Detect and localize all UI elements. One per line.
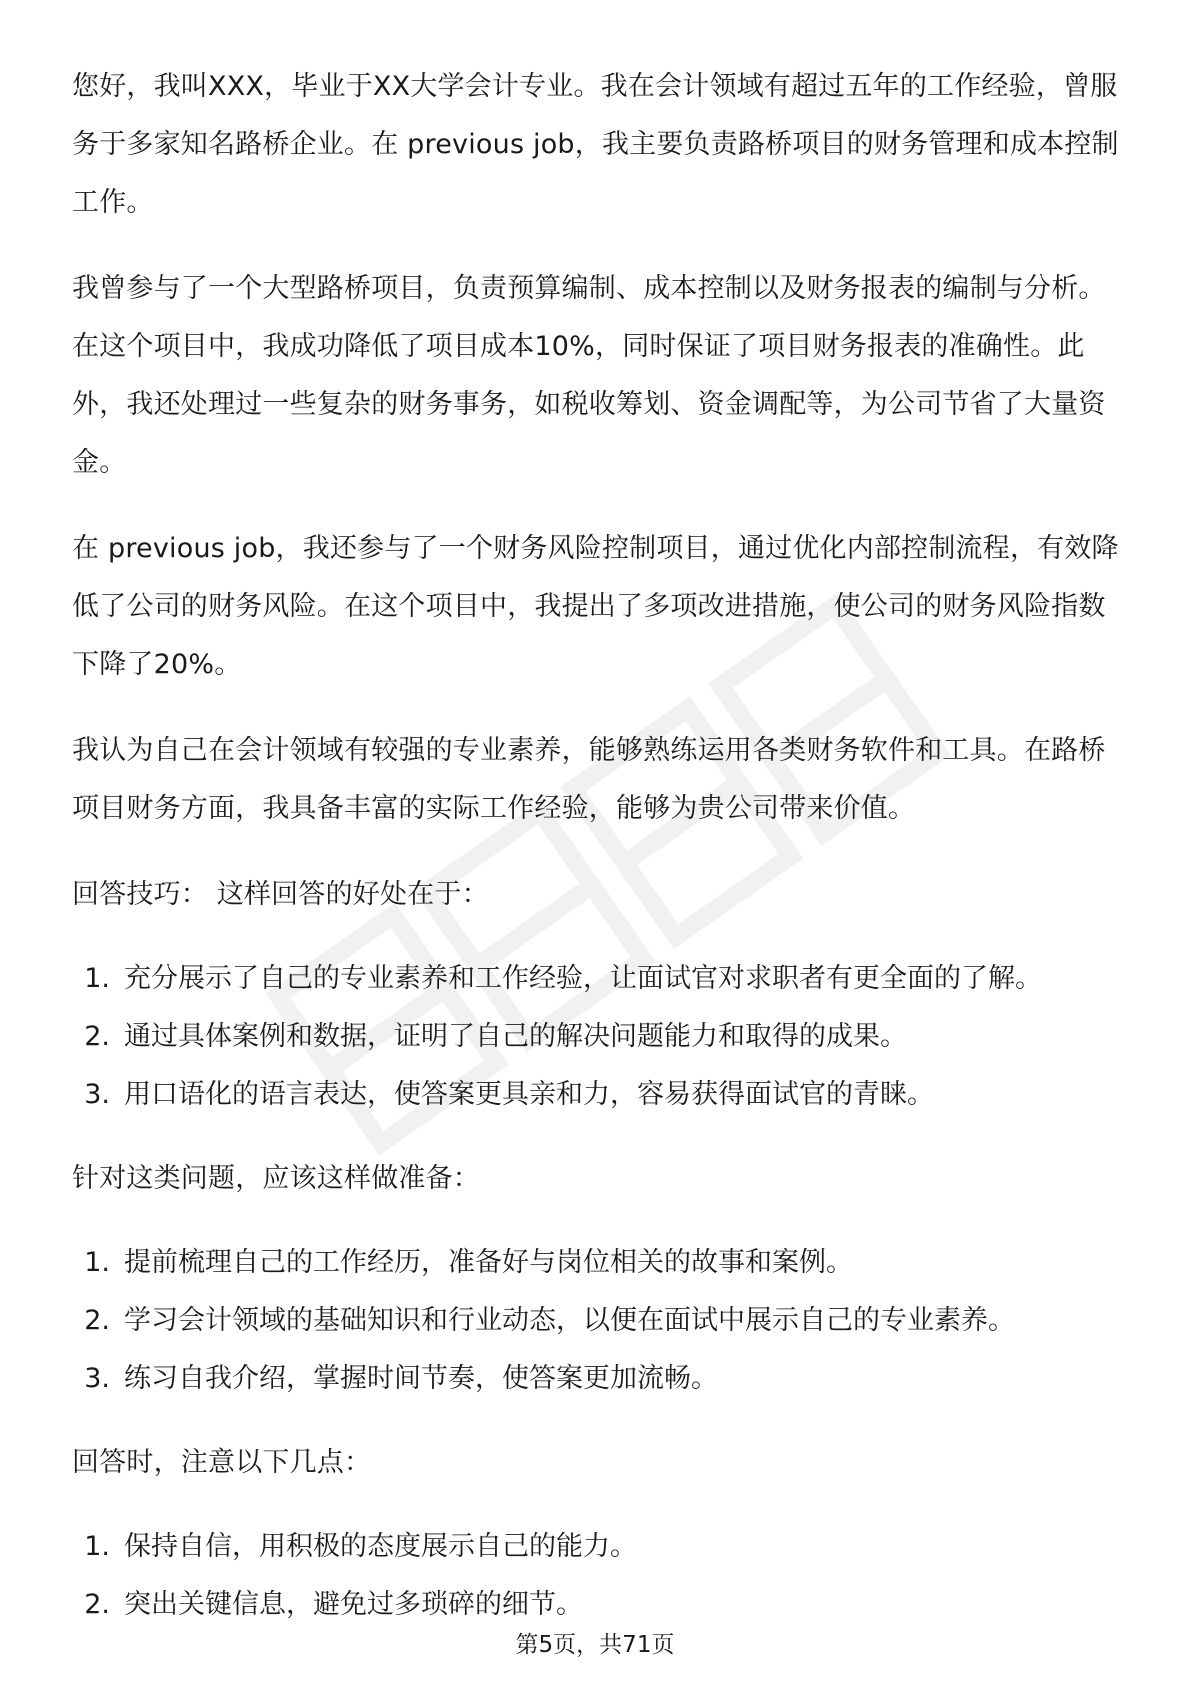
- list-item-text: 提前梳理自己的工作经历，准备好与岗位相关的故事和案例。: [124, 1247, 853, 1278]
- list-item-text: 通过具体案例和数据，证明了自己的解决问题能力和取得的成果。: [124, 1021, 907, 1052]
- tips-list: [72, 950, 1122, 1124]
- list-item: [72, 1234, 1122, 1292]
- list-number: 3.: [84, 1363, 110, 1394]
- notes-heading: 回答时，注意以下几点：: [72, 1447, 372, 1478]
- list-item-text: 保持自信，用积极的态度展示自己的能力。: [124, 1531, 637, 1562]
- list-number: 2.: [84, 1305, 110, 1336]
- notes-list: [72, 1518, 1122, 1634]
- list-item: [72, 1292, 1122, 1350]
- project-paragraph: 我曾参与了一个大型路桥项目，负责预算编制、成本控制以及财务报表的编制与分析。在这个项目中，我成功降低了项目成本10%，同时保证了项目财务报表的准确性。此外，我还处理过一些复杂的财务事务，如税收筹划、资金调配等，为公司节省了大量资金。: [72, 273, 1106, 478]
- document-body: [72, 58, 1122, 1660]
- list-item: [72, 1066, 1122, 1124]
- list-number: 2.: [84, 1589, 110, 1620]
- list-item-text: 突出关键信息，避免过多琐碎的细节。: [124, 1589, 583, 1620]
- list-number: 2.: [84, 1021, 110, 1052]
- list-item-text: 充分展示了自己的专业素养和工作经验，让面试官对求职者有更全面的了解。: [124, 963, 1042, 994]
- list-item: [72, 1518, 1122, 1576]
- list-number: 3.: [84, 1079, 110, 1110]
- page-footer: 第5页，共71页: [515, 1632, 675, 1658]
- list-item-text: 学习会计领域的基础知识和行业动态，以便在面试中展示自己的专业素养。: [124, 1305, 1015, 1336]
- list-number: 1.: [84, 1247, 110, 1278]
- intro-paragraph: 您好，我叫XXX，毕业于XX大学会计专业。我在会计领域有超过五年的工作经验，曾服务于多家知名路桥企业。在 previous job，我主要负责路桥项目的财务管理和成本控制工作。: [72, 71, 1119, 218]
- list-item: [72, 1350, 1122, 1408]
- prep-list: [72, 1234, 1122, 1408]
- prep-heading: 针对这类问题，应该这样做准备：: [72, 1163, 480, 1194]
- list-item-text: 用口语化的语言表达，使答案更具亲和力，容易获得面试官的青睐。: [124, 1079, 934, 1110]
- list-number: 1.: [84, 1531, 110, 1562]
- risk-paragraph: 在 previous job，我还参与了一个财务风险控制项目，通过优化内部控制流程，有效降低了公司的财务风险。在这个项目中，我提出了多项改进措施，使公司的财务风险指数下降了20%。: [72, 533, 1119, 680]
- list-item: [72, 950, 1122, 1008]
- summary-paragraph: 我认为自己在会计领域有较强的专业素养，能够熟练运用各类财务软件和工具。在路桥项目财务方面，我具备丰富的实际工作经验，能够为贵公司带来价值。: [72, 735, 1106, 824]
- list-number: 1.: [84, 963, 110, 994]
- list-item-text: 练习自我介绍，掌握时间节奏，使答案更加流畅。: [124, 1363, 718, 1394]
- tips-heading: 回答技巧： 这样回答的好处在于：: [72, 879, 489, 910]
- list-item: [72, 1008, 1122, 1066]
